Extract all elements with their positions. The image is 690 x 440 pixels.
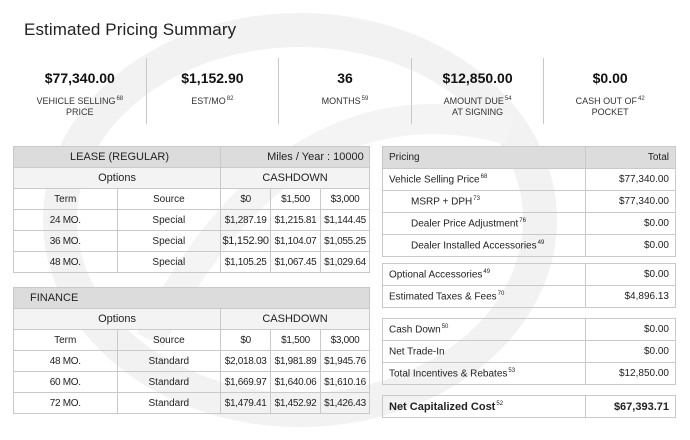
lease-source: Special [117, 231, 221, 252]
lease-col-2: $3,000 [321, 189, 370, 210]
pricing-row-value: $4,896.13 [586, 286, 676, 308]
pricing-row-label: Vehicle Selling Price$^{68}$ [383, 169, 586, 191]
net-cap-value: $67,393.71 [586, 396, 676, 418]
pricing-row-value: $0.00 [586, 341, 676, 363]
page-title: Estimated Pricing Summary [24, 20, 237, 39]
finance-source: Standard [117, 351, 221, 372]
lease-term: 36 MO. [14, 231, 118, 252]
table-row [14, 210, 370, 231]
summary-value: $0.00 [592, 70, 628, 86]
pricing-row-label: Cash Down$^{50}$ [383, 319, 586, 341]
pricing-row-value: $0.00 [586, 235, 676, 257]
summary-label: VEHICLE SELLING$^{68}$ PRICE [36, 96, 124, 117]
finance-term: 60 MO. [14, 372, 118, 393]
finance-payment-option[interactable]: $1,981.89 [271, 351, 321, 372]
lease-source: Special [117, 252, 221, 273]
list-item [383, 235, 676, 257]
summary-est-mo [147, 58, 280, 124]
finance-col-1: $1,500 [271, 330, 321, 351]
list-item [383, 363, 676, 385]
table-row [14, 393, 370, 414]
lease-payment-option-selected[interactable]: $1,152.90 [221, 231, 271, 252]
summary-label: AMOUNT DUE$^{54}$ AT SIGNING [443, 96, 512, 117]
finance-term: 48 MO. [14, 351, 118, 372]
table-row [14, 252, 370, 273]
list-item [383, 396, 676, 418]
summary-value: $1,152.90 [181, 70, 244, 86]
finance-term-header: Term [14, 330, 118, 351]
finance-payment-option[interactable]: $1,610.16 [321, 372, 370, 393]
list-item [383, 169, 676, 191]
lease-payment-option[interactable]: $1,287.19 [221, 210, 271, 231]
lease-options-header: Options [14, 168, 221, 189]
list-item [383, 264, 676, 286]
lease-term: 48 MO. [14, 252, 118, 273]
net-capitalized-cost [382, 395, 676, 418]
summary-label: MONTHS$^{59}$ [321, 96, 369, 106]
pricing-row-label: Dealer Installed Accessories$^{49}$ [383, 235, 586, 257]
pricing-row-label: Net Trade-In [383, 341, 586, 363]
finance-title: FINANCE [14, 288, 370, 309]
lease-source: Special [117, 210, 221, 231]
table-row [14, 231, 370, 252]
pricing-row-value: $0.00 [586, 319, 676, 341]
summary-selling-price [14, 58, 147, 124]
lease-col-1: $1,500 [271, 189, 321, 210]
summary-value: $12,850.00 [442, 70, 513, 86]
pricing-row-value: $77,340.00 [586, 169, 676, 191]
finance-col-2: $3,000 [321, 330, 370, 351]
finance-term: 72 MO. [14, 393, 118, 414]
pricing-row-label: MSRP + $DPH^{73}$ [383, 191, 586, 213]
lease-payment-option[interactable]: $1,105.25 [221, 252, 271, 273]
summary-value: 36 [337, 70, 353, 86]
list-item [383, 341, 676, 363]
pricing-down-trade-incentives [382, 318, 676, 385]
pricing-header-label: Pricing [383, 147, 586, 169]
pricing-row-label: Optional Accessories$^{49}$ [383, 264, 586, 286]
pricing-row-label: Estimated Taxes & Fees$^{70}$ [383, 286, 586, 308]
lease-term: 24 MO. [14, 210, 118, 231]
finance-source-header: Source [117, 330, 221, 351]
table-row [14, 372, 370, 393]
finance-source: Standard [117, 393, 221, 414]
lease-miles: Miles / Year : 10000 [221, 147, 370, 168]
finance-payment-option[interactable]: $1,426.43 [321, 393, 370, 414]
finance-options-header: Options [14, 309, 221, 330]
pricing-row-value: $0.00 [586, 213, 676, 235]
pricing-row-value: $12,850.00 [586, 363, 676, 385]
pricing-header-total: Total [586, 147, 676, 169]
summary-cash-out [544, 58, 676, 124]
pricing-row-value: $0.00 [586, 264, 676, 286]
net-cap-label: Net Capitalized Cost$^{52}$ [383, 396, 586, 418]
lease-cashdown-header: CASHDOWN [221, 168, 370, 189]
summary-amount-due [412, 58, 545, 124]
finance-source: Standard [117, 372, 221, 393]
lease-col-0: $0 [221, 189, 271, 210]
finance-cashdown-header: CASHDOWN [221, 309, 370, 330]
pricing-panel [382, 146, 676, 257]
list-item [383, 191, 676, 213]
list-item [383, 286, 676, 308]
lease-payment-option[interactable]: $1,029.64 [321, 252, 370, 273]
finance-payment-option[interactable]: $1,945.76 [321, 351, 370, 372]
finance-payment-option[interactable]: $1,452.92 [271, 393, 321, 414]
finance-payment-option[interactable]: $2,018.03 [221, 351, 271, 372]
lease-source-header: Source [117, 189, 221, 210]
lease-payment-option[interactable]: $1,215.81 [271, 210, 321, 231]
summary-months [279, 58, 412, 124]
lease-table [13, 146, 370, 273]
pricing-accessories-taxes [382, 263, 676, 308]
summary-label: CASH OUT OF$^{42}$ POCKET [575, 96, 645, 117]
lease-payment-option[interactable]: $1,144.45 [321, 210, 370, 231]
summary-bar [14, 58, 676, 124]
list-item [383, 213, 676, 235]
pricing-row-label: Total Incentives & Rebates$^{53}$ [383, 363, 586, 385]
lease-title: LEASE (REGULAR) [14, 147, 221, 168]
lease-payment-option[interactable]: $1,055.25 [321, 231, 370, 252]
lease-payment-option[interactable]: $1,104.07 [271, 231, 321, 252]
list-item [383, 319, 676, 341]
finance-col-0: $0 [221, 330, 271, 351]
pricing-row-value: $77,340.00 [586, 191, 676, 213]
table-row [14, 351, 370, 372]
finance-table [13, 287, 370, 414]
lease-term-header: Term [14, 189, 118, 210]
finance-payment-option[interactable]: $1,479.41 [221, 393, 271, 414]
summary-value: $77,340.00 [44, 70, 115, 86]
lease-payment-option[interactable]: $1,067.45 [271, 252, 321, 273]
finance-payment-option[interactable]: $1,669.97 [221, 372, 271, 393]
finance-payment-option[interactable]: $1,640.06 [271, 372, 321, 393]
pricing-row-label: Dealer Price Adjustment$^{76}$ [383, 213, 586, 235]
summary-label: EST/MO$^{82}$ [191, 96, 234, 106]
